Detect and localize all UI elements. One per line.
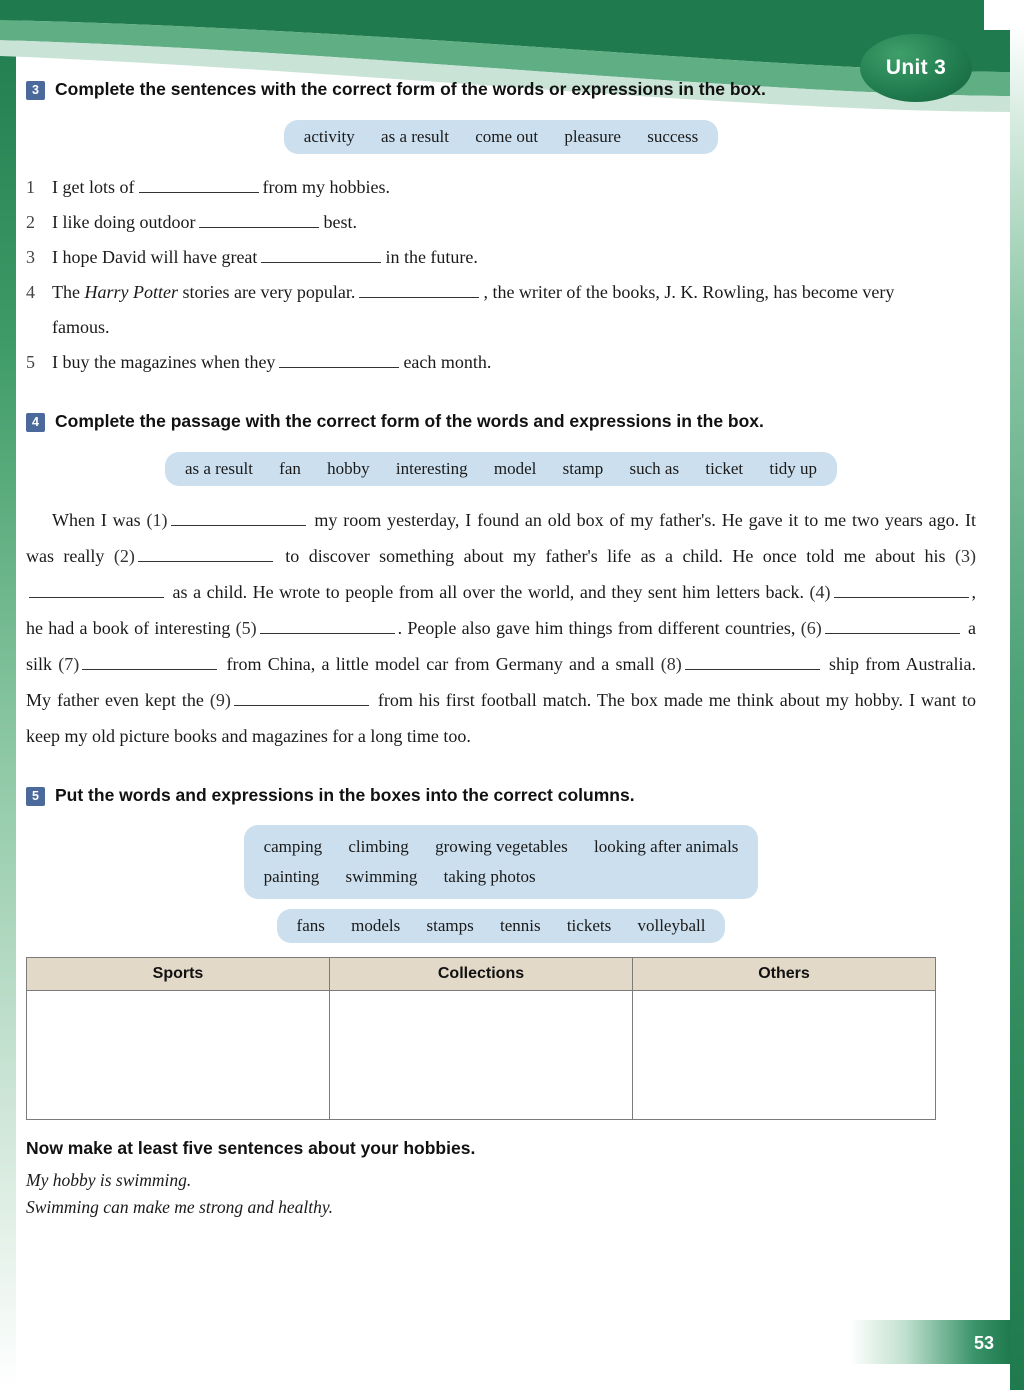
wordbox-item: camping: [263, 837, 323, 857]
passage-text: . People also gave him things from different countries,: [397, 617, 801, 638]
passage-blank[interactable]: [260, 618, 395, 634]
wordbox-item: fans: [296, 915, 325, 935]
exercise-4-wordbox: [165, 452, 837, 486]
exercise-3-heading: [26, 78, 976, 102]
question-text: [52, 170, 390, 205]
table-header-row: [27, 957, 936, 990]
passage-blank[interactable]: [138, 546, 273, 562]
exercise-4-title: Complete the passage with the correct form of the words and expressions in the box.: [55, 411, 764, 432]
passage-text: my room yesterday, I found an old box of my father's. He gave it to me two years ago. It was really: [26, 509, 977, 566]
right-decorative-bar: [1010, 26, 1024, 1390]
wordbox-item: hobby: [327, 458, 370, 478]
exercise-3-number: 3: [26, 81, 45, 100]
passage-blank[interactable]: [234, 690, 369, 706]
table-cell-sports[interactable]: [27, 990, 330, 1119]
table-cell-others[interactable]: [633, 990, 936, 1119]
wordbox-item: interesting: [395, 458, 468, 478]
exercise-5-wordbox-a: [244, 825, 759, 899]
exercise-5-title: Put the words and expressions in the boxes into the correct columns.: [55, 784, 635, 805]
table-cell-collections[interactable]: [330, 990, 633, 1119]
exercise-5-wordbox-b-wrapper: [26, 909, 976, 943]
wordbox-item: painting: [263, 867, 320, 887]
question-item: [26, 345, 976, 380]
passage-blank[interactable]: [825, 618, 960, 634]
wordbox-line: [264, 832, 739, 862]
table-header-others: Others: [633, 957, 936, 990]
question-number: 1: [26, 176, 35, 197]
question-before: I hope David will have great: [52, 246, 258, 267]
categories-table: [26, 957, 936, 1120]
wordbox-item: swimming: [345, 867, 418, 887]
wordbox-item: growing vegetables: [435, 837, 568, 857]
question-number: 5: [26, 352, 35, 373]
example-sentence: Swimming can make me strong and healthy.: [26, 1197, 334, 1218]
wordbox-item: taking photos: [443, 867, 536, 887]
passage-text: as a child. He wrote to people from all over the world, and they sent him letters back.: [167, 581, 810, 602]
wordbox-item: ticket: [705, 458, 744, 478]
question-number: 4: [26, 281, 35, 302]
question-after: best.: [323, 211, 357, 232]
passage-blank[interactable]: [171, 510, 306, 526]
passage-gap-number: (8): [660, 653, 682, 674]
example-sentences: [26, 1167, 976, 1221]
table-row: [27, 990, 936, 1119]
wordbox-item: pleasure: [564, 126, 621, 146]
passage-gap-number: (1): [146, 509, 168, 530]
question-number: 2: [26, 211, 35, 232]
question-text: [52, 275, 952, 345]
answer-blank[interactable]: [139, 177, 259, 193]
passage-gap-number: (5): [235, 617, 257, 638]
wordbox-item: models: [351, 915, 401, 935]
wordbox-item: tickets: [566, 915, 612, 935]
wordbox-item: climbing: [348, 837, 409, 857]
exercise-5-wordbox-a-wrapper: [26, 825, 976, 899]
wordbox-item: model: [493, 458, 537, 478]
exercise-5-heading: [26, 784, 976, 808]
exercise-4-heading: [26, 410, 976, 434]
question-after: , the writer of the books, J. K. Rowling, has become very famous.: [52, 281, 895, 337]
question-number: 3: [26, 246, 35, 267]
wordbox-item: tidy up: [769, 458, 818, 478]
wordbox-item: as a result: [381, 126, 450, 146]
passage-gap-number: (9): [209, 689, 231, 710]
passage-gap-number: (6): [800, 617, 822, 638]
passage-text: When I was: [52, 509, 147, 530]
passage-text: ship from Australia. My father even kept the: [26, 653, 976, 710]
question-before: I buy the magazines when they: [52, 352, 276, 373]
answer-blank[interactable]: [199, 212, 319, 228]
exercise-4-wordbox-wrapper: [26, 452, 976, 486]
table-header-collections: Collections: [330, 957, 633, 990]
passage-text: a silk: [26, 617, 976, 674]
question-item: [26, 205, 976, 240]
wordbox-item: such as: [629, 458, 680, 478]
table-header-sports: Sports: [27, 957, 330, 990]
question-after: from my hobbies.: [262, 176, 390, 197]
exercise-3-questions: [26, 170, 976, 381]
exercise-3-wordbox-wrapper: [26, 120, 976, 154]
wordbox-item: stamps: [426, 915, 474, 935]
wordbox-item: tennis: [499, 915, 541, 935]
passage-blank[interactable]: [82, 654, 217, 670]
passage-gap-number: (2): [113, 545, 135, 566]
passage-blank[interactable]: [685, 654, 820, 670]
question-text: [52, 345, 491, 380]
question-text: [52, 205, 357, 240]
exercise-3-title: Complete the sentences with the correct form of the words or expressions in the box.: [55, 79, 766, 99]
question-after: each month.: [403, 352, 492, 373]
page-number: 53: [973, 1333, 994, 1353]
exercise-3-wordbox: [284, 120, 718, 154]
wordbox-item: come out: [475, 126, 539, 146]
exercise-5-number: 5: [26, 787, 45, 806]
passage-gap-number: (7): [58, 653, 80, 674]
question-before: The Harry Potter stories are very popular.: [52, 281, 356, 302]
answer-blank[interactable]: [279, 352, 399, 368]
wordbox-item: activity: [303, 126, 355, 146]
passage-text: from his first football match. The box made me think about my hobby. I want to keep my old picture books and magazines for a long time too.: [26, 689, 976, 746]
passage-gap-number: (3): [955, 545, 976, 566]
left-decorative-bar: [0, 0, 16, 1390]
exercise-5-wordbox-b: [277, 909, 726, 943]
passage-text: , he had a book of interesting: [26, 581, 976, 638]
wordbox-item: as a result: [184, 458, 253, 478]
wordbox-item: success: [647, 126, 699, 146]
question-text: [52, 240, 478, 275]
answer-blank[interactable]: [261, 247, 381, 263]
wordbox-item: looking after animals: [593, 837, 739, 857]
exercise-4-passage: [26, 502, 976, 754]
passage-blank[interactable]: [29, 582, 164, 598]
unit-badge: Unit 3: [860, 34, 972, 102]
passage-gap-number: (4): [809, 581, 831, 602]
wordbox-line: [264, 862, 739, 892]
passage-text: to discover something about my father's life as a child. He once told me about his: [275, 545, 955, 566]
wordbox-item: fan: [279, 458, 301, 478]
followup-title: Now make at least five sentences about your hobbies.: [26, 1137, 476, 1158]
passage-text: from China, a little model car from Germany and a small: [220, 653, 661, 674]
exercise-4-number: 4: [26, 413, 45, 432]
question-item: [26, 170, 976, 205]
question-before: I like doing outdoor: [52, 211, 196, 232]
question-before: I get lots of: [52, 176, 135, 197]
wordbox-item: volleyball: [637, 915, 706, 935]
wordbox-item: stamp: [562, 458, 604, 478]
question-item: [26, 240, 976, 275]
answer-blank[interactable]: [359, 282, 479, 298]
corner-notch: [984, 0, 1024, 30]
example-sentence: My hobby is swimming.: [26, 1169, 192, 1190]
passage-blank[interactable]: [834, 582, 969, 598]
question-after: in the future.: [385, 246, 478, 267]
question-item: [26, 275, 976, 345]
page-content: [26, 78, 976, 1221]
